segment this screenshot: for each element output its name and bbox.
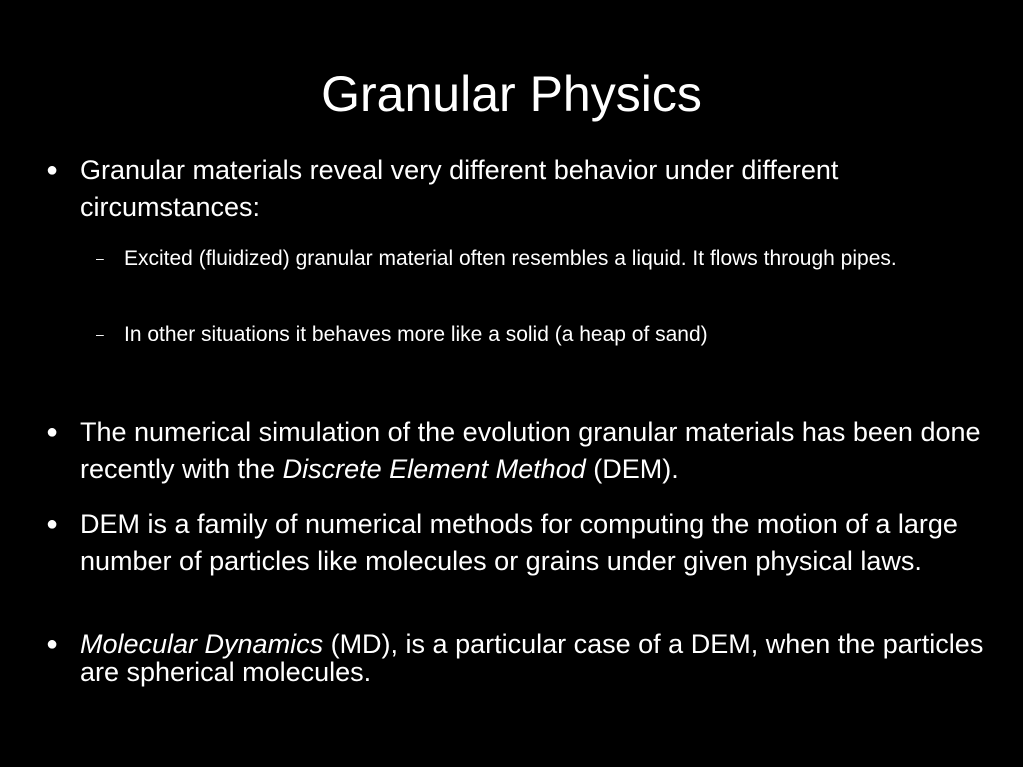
bullet-numerical-simulation — [46, 414, 990, 488]
bullet-text-after: (MD), is a particular case of a DEM, when the particles are spherical molecules. — [80, 629, 984, 687]
bullet-text-italic: Molecular Dynamics — [80, 629, 324, 659]
bullet-dot: ● — [46, 421, 59, 443]
bullet-text: Granular materials reveal very different behavior under different circumstances: — [80, 155, 839, 222]
bullet-dot: ● — [46, 513, 59, 535]
slide-title: Granular Physics — [321, 66, 702, 122]
bullet-granular-materials — [46, 152, 990, 226]
bullet-dem-family — [46, 506, 990, 580]
subbullet-text: In other situations it behaves more like a solid (a heap of sand) — [124, 323, 708, 346]
bullet-text-after: (DEM). — [585, 454, 679, 484]
bullet-text-italic: Discrete Element Method — [282, 454, 586, 484]
bullet-dot: ● — [46, 159, 59, 181]
bullet-molecular-dynamics — [46, 629, 990, 687]
subbullet-text: Excited (fluidized) granular material often resembles a liquid. It flows through pipes. — [124, 247, 897, 270]
bullet-text: DEM is a family of numerical methods for computing the motion of a large number of particles like molecules or grains under given physical laws. — [80, 509, 958, 576]
bullet-dot: ● — [46, 633, 59, 655]
subbullet-dash: – — [96, 250, 104, 266]
subbullet-fluidized — [96, 242, 924, 275]
subbullet-dash: – — [96, 326, 104, 342]
subbullet-solid — [96, 318, 924, 351]
bullet-text-before: The numerical simulation of the evolution granular materials has been done recently with the — [80, 417, 981, 484]
